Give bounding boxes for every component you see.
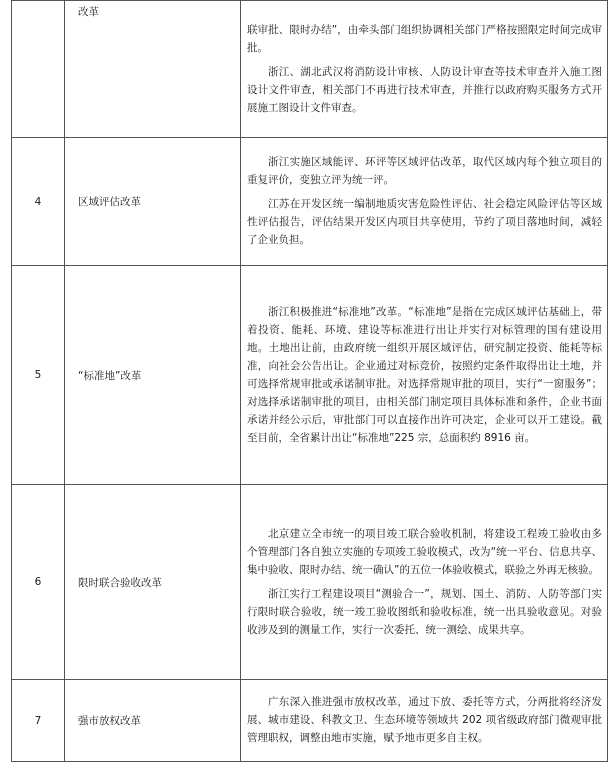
description-paragraph: 浙江实行工程建设项目“测验合一”，规划、国土、消防、人防等部门实行限时联合验收，统一竣工验收图纸和验收标准，统一出具验收意见。对验收涉及到的测量工作，实行一次委托、统一测绘、成果共享。 <box>247 587 602 636</box>
row-number <box>12 1 65 138</box>
reform-description <box>241 680 608 762</box>
row-number: 4 <box>12 138 65 266</box>
row-number: 7 <box>12 680 65 762</box>
description-paragraph: 浙江实施区域能评、环评等区域评估改革，取代区域内每个独立项目的重复评价，变独立评为统一评。 <box>247 156 602 186</box>
table-row <box>12 1 608 138</box>
description-paragraph: 联审批、限时办结”，由牵头部门组织协调相关部门严格按照限定时间完成审批。 <box>247 23 602 54</box>
table-row <box>12 680 608 762</box>
reform-name: 强市放权改革 <box>65 680 241 762</box>
reform-name: 限时联合验收改革 <box>65 485 241 680</box>
reform-name: 改革 <box>65 1 241 138</box>
description-paragraph: 江苏在开发区统一编制地质灾害危险性评估、社会稳定风险评估等区域性评估报告，评估结果开发区内项目共享使用，节约了项目落地时间，减轻了企业负担。 <box>247 198 602 246</box>
description-paragraph: 浙江、湖北武汉将消防设计审核、人防设计审查等技术审查并入施工图设计文件审查，相关部门不再进行技术审查，并推行以政府购买服务方式开展施工图设计文件审查。 <box>247 65 602 114</box>
reform-description <box>241 138 608 266</box>
reform-description <box>241 485 608 680</box>
description-paragraph: 北京建立全市统一的项目竣工联合验收机制，将建设工程竣工验收由多个管理部门各自独立实施的专项竣工验收模式，改为“统一平台、信息共享、集中验收、限时办结、统一确认”的五位一体验收模式，联验之外再无核验。 <box>247 527 602 576</box>
row-number: 6 <box>12 485 65 680</box>
description-paragraph: 浙江积极推进“标准地”改革。“标准地”是指在完成区域评估基础上，带着投资、能耗、环境、建设等标准进行出让并实行对标管理的国有建设用地。土地出让前，由政府统一组织开展区域评估，研究制定投资、能耗等标准，向社会公告出让。企业通过对标竞价，按照约定条件取得出让土地，并可选择常规审批或承诺制审批。对选择常规审批的项目，实行“一窗服务”；对选择承诺制审批的项目，由相关部门制定项目具体标准和条件，企业书面承诺并经公示后，审批部门可以直接作出许可决定，企业可以开工建设。截至目前，全省累计出让“标准地”225 宗，总面积约 8916 亩。 <box>247 305 602 444</box>
table-row <box>12 266 608 485</box>
description-paragraph: 广东深入推进强市放权改革，通过下放、委托等方式，分两批将经济发展、城市建设、科教文卫、生态环境等领域共 202 项省级政府部门微观审批管理职权，调整由地市实施，赋予地市更多自主权。 <box>247 696 602 744</box>
reform-name: “标准地”改革 <box>65 266 241 485</box>
reform-description <box>241 1 608 138</box>
row-number: 5 <box>12 266 65 485</box>
table-row <box>12 485 608 680</box>
reform-table <box>11 0 608 762</box>
table-row <box>12 138 608 266</box>
reform-name: 区域评估改革 <box>65 138 241 266</box>
reform-description <box>241 266 608 485</box>
